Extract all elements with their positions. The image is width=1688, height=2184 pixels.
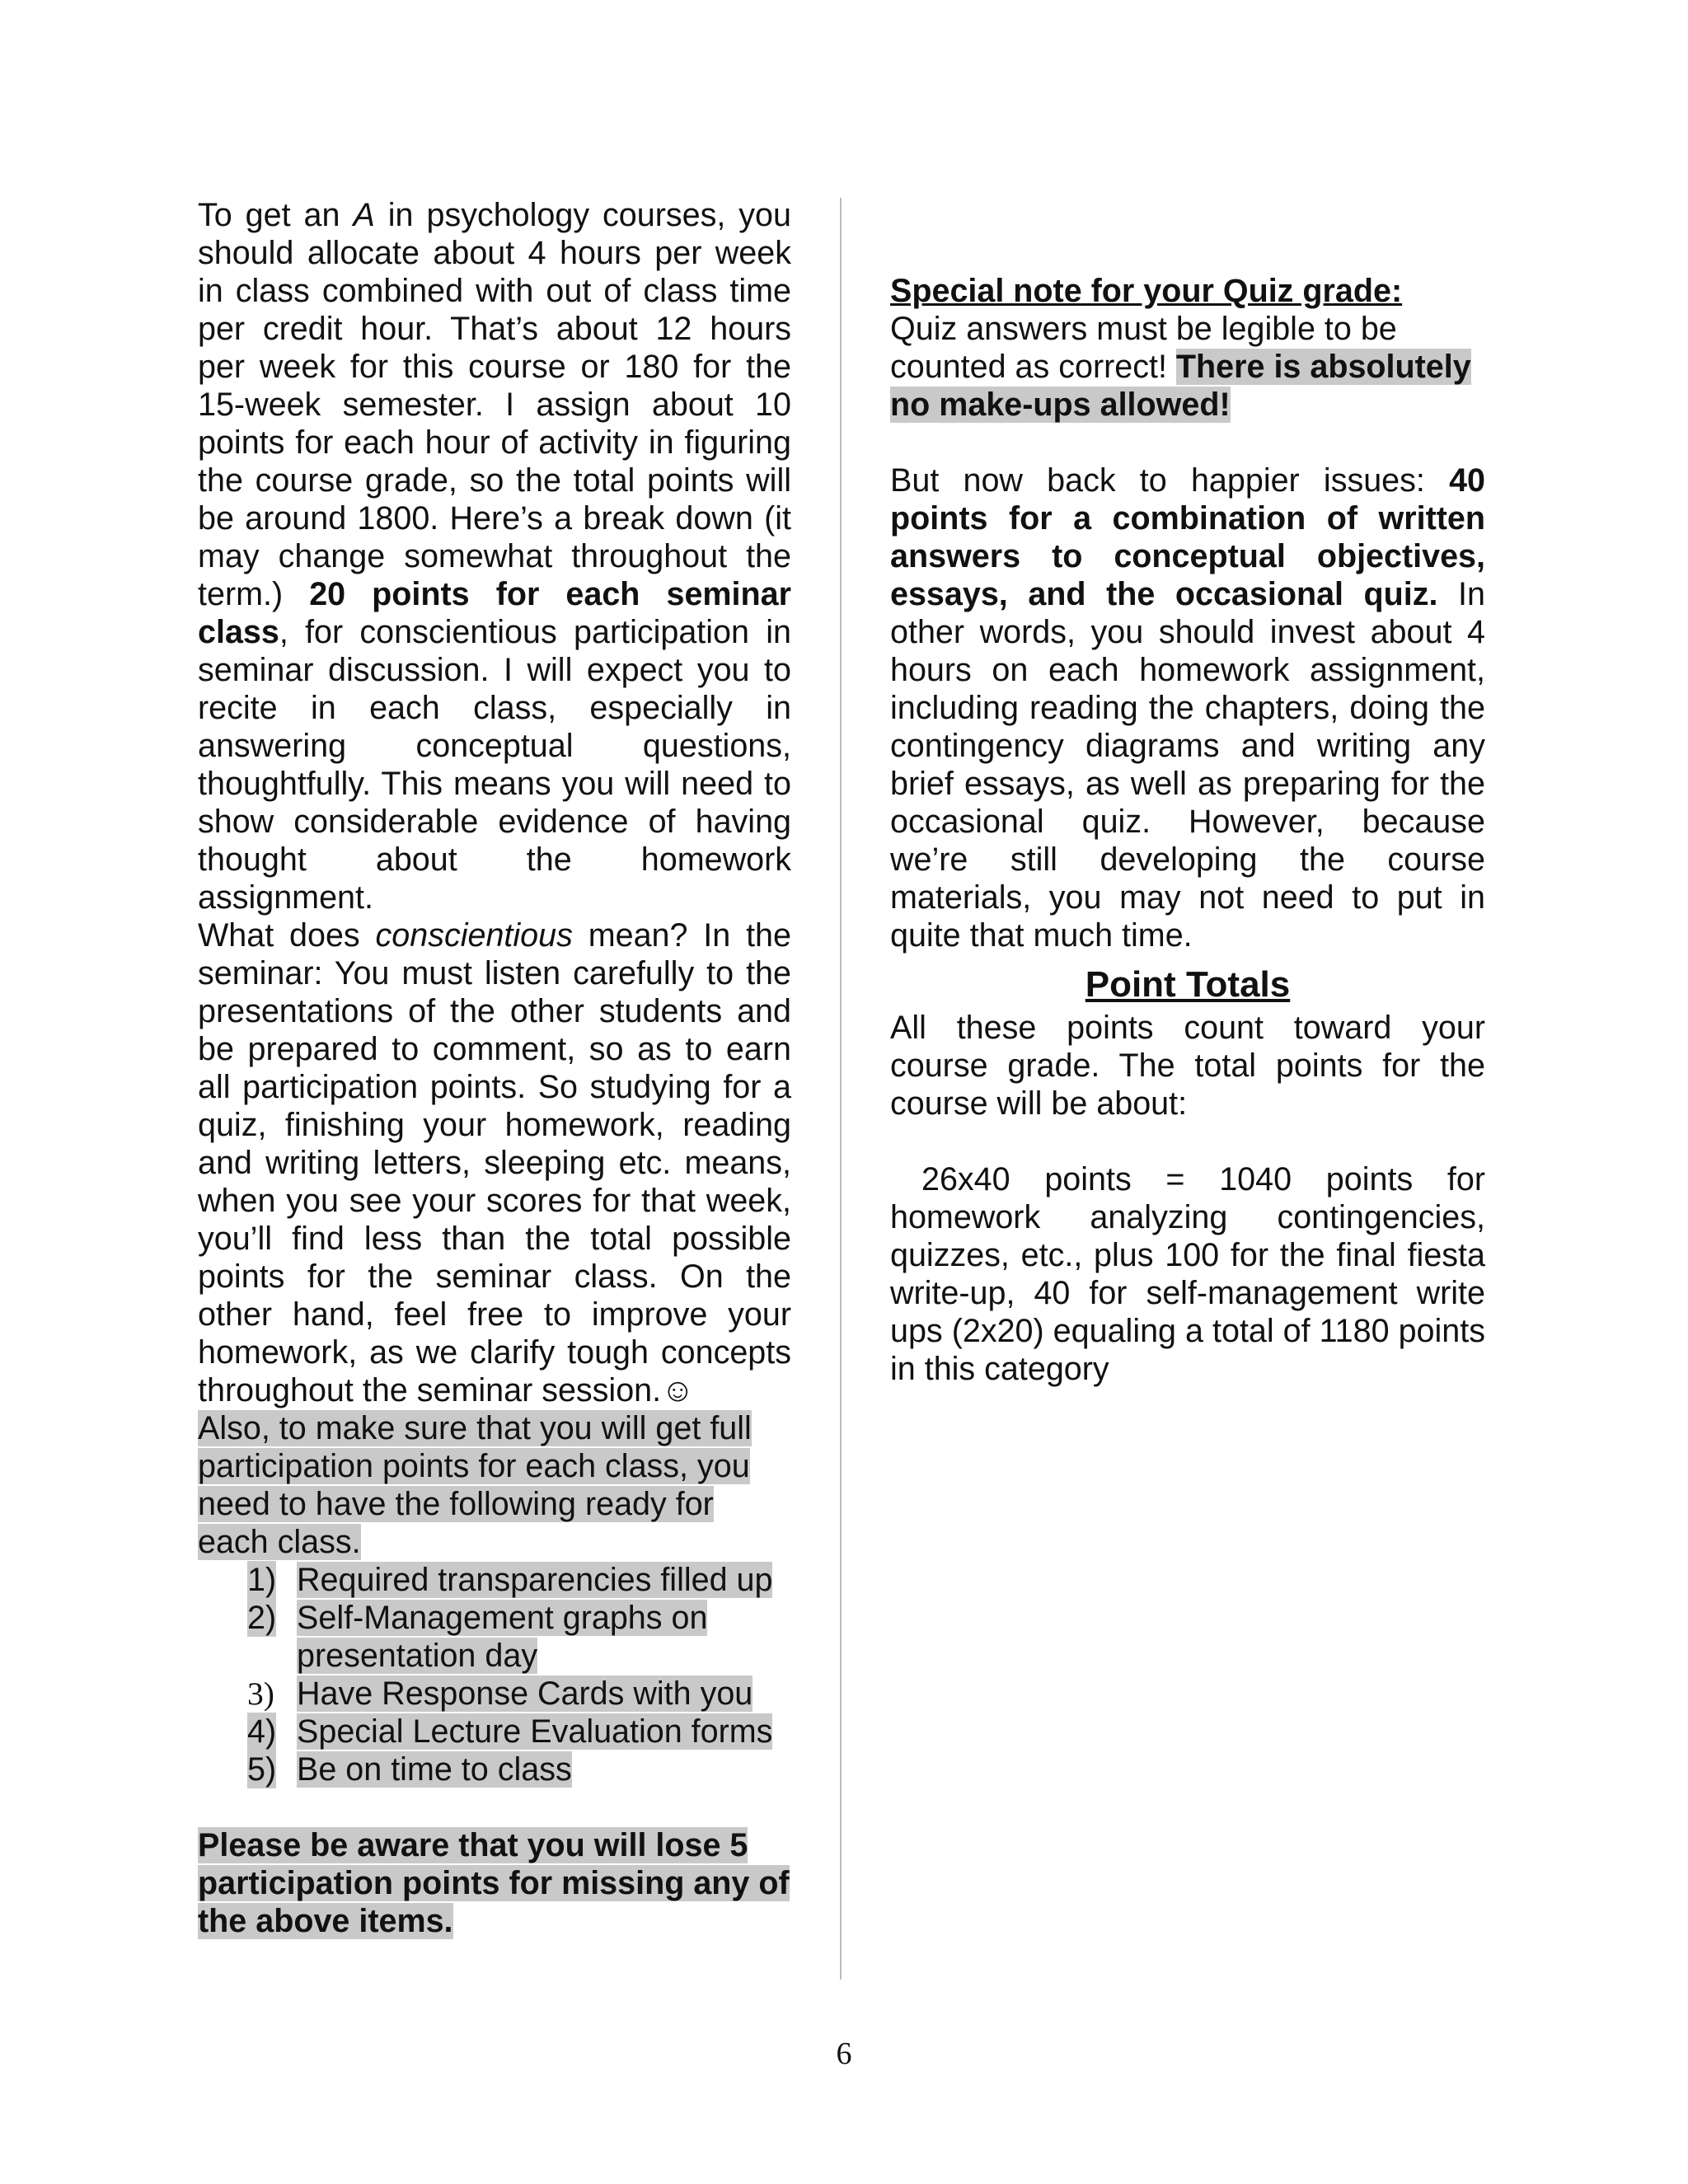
requirements-list <box>198 1561 791 1788</box>
list-item: 1) Required transparencies filled up <box>247 1562 773 1598</box>
page-number: 6 <box>836 2036 852 2071</box>
list-item: 2) Self-Management graphs on presentation day <box>247 1600 708 1674</box>
quiz-note-heading: Special note for your Quiz grade: <box>890 273 1403 309</box>
point-totals-heading: Point Totals <box>1085 964 1291 1005</box>
points-calculation: 26x40 points = 1040 points for homework analyzing contingencies, quizzes, etc., plus 100 for the final fiesta write-up, 40 for self-management write ups (2x20) equaling a total of 1180 points in this category <box>890 1161 1485 1387</box>
conscientious-paragraph: What does conscientious mean? In the seminar: You must listen carefully to the presentations of the other students and be prepared to comment, so as to earn all participation points. So studying for a quiz, finishing your homework, reading and writing letters, sleeping etc. means, when you see your scores for that week, you’ll find less than the total possible points for the seminar class. On the other hand, feel free to improve your homework, as we clarify tough concepts throughout the seminar session.☺ <box>198 917 791 1408</box>
left-column <box>198 196 791 1940</box>
missing-items-warning: Please be aware that you will lose 5 participation points for missing any of the above items. <box>198 1827 790 1939</box>
quiz-note: Special note for your Quiz grade: Quiz answers must be legible to be counted as correct! There is absolutely no make-ups allowed! <box>890 273 1471 423</box>
homework-points-paragraph: But now back to happier issues: 40 points for a combination of written answers to conceptual objectives, essays, and the occasional quiz. In other words, you should invest about 4 hours on each homework assignment, including reading the chapters, doing the contingency diagrams and writing any brief essays, as well as preparing for the occasional quiz. However, because we’re still developing the course materials, you may not need to put in quite that much time. <box>890 462 1485 954</box>
intro-paragraph: To get an A in psychology courses, you should allocate about 4 hours per week in class combined with out of class time per credit hour. That’s about 12 hours per week for this course or 180 for the 15-week semester. I assign about 10 points for each hour of activity in figuring the course grade, so the total points will be around 1800. Here’s a break down (it may change somewhat throughout the term.) 20 points for each seminar class, for conscientious participation in seminar discussion. I will expect you to recite in each class, especially in answering conceptual questions, thoughtfully. This means you will need to show considerable evidence of having thought about the homework assignment. <box>198 197 791 916</box>
point-totals-paragraph: All these points count toward your course grade. The total points for the course will be about: <box>890 1010 1485 1122</box>
list-item: 3) Have Response Cards with you <box>247 1675 753 1712</box>
right-column <box>890 272 1485 1388</box>
list-item: 4) Special Lecture Evaluation forms <box>247 1713 773 1750</box>
column-divider <box>840 198 842 1980</box>
requirements-intro: Also, to make sure that you will get full participation points for each class, you need to have the following ready for each class. <box>198 1410 752 1560</box>
list-item: 5) Be on time to class <box>247 1751 572 1788</box>
